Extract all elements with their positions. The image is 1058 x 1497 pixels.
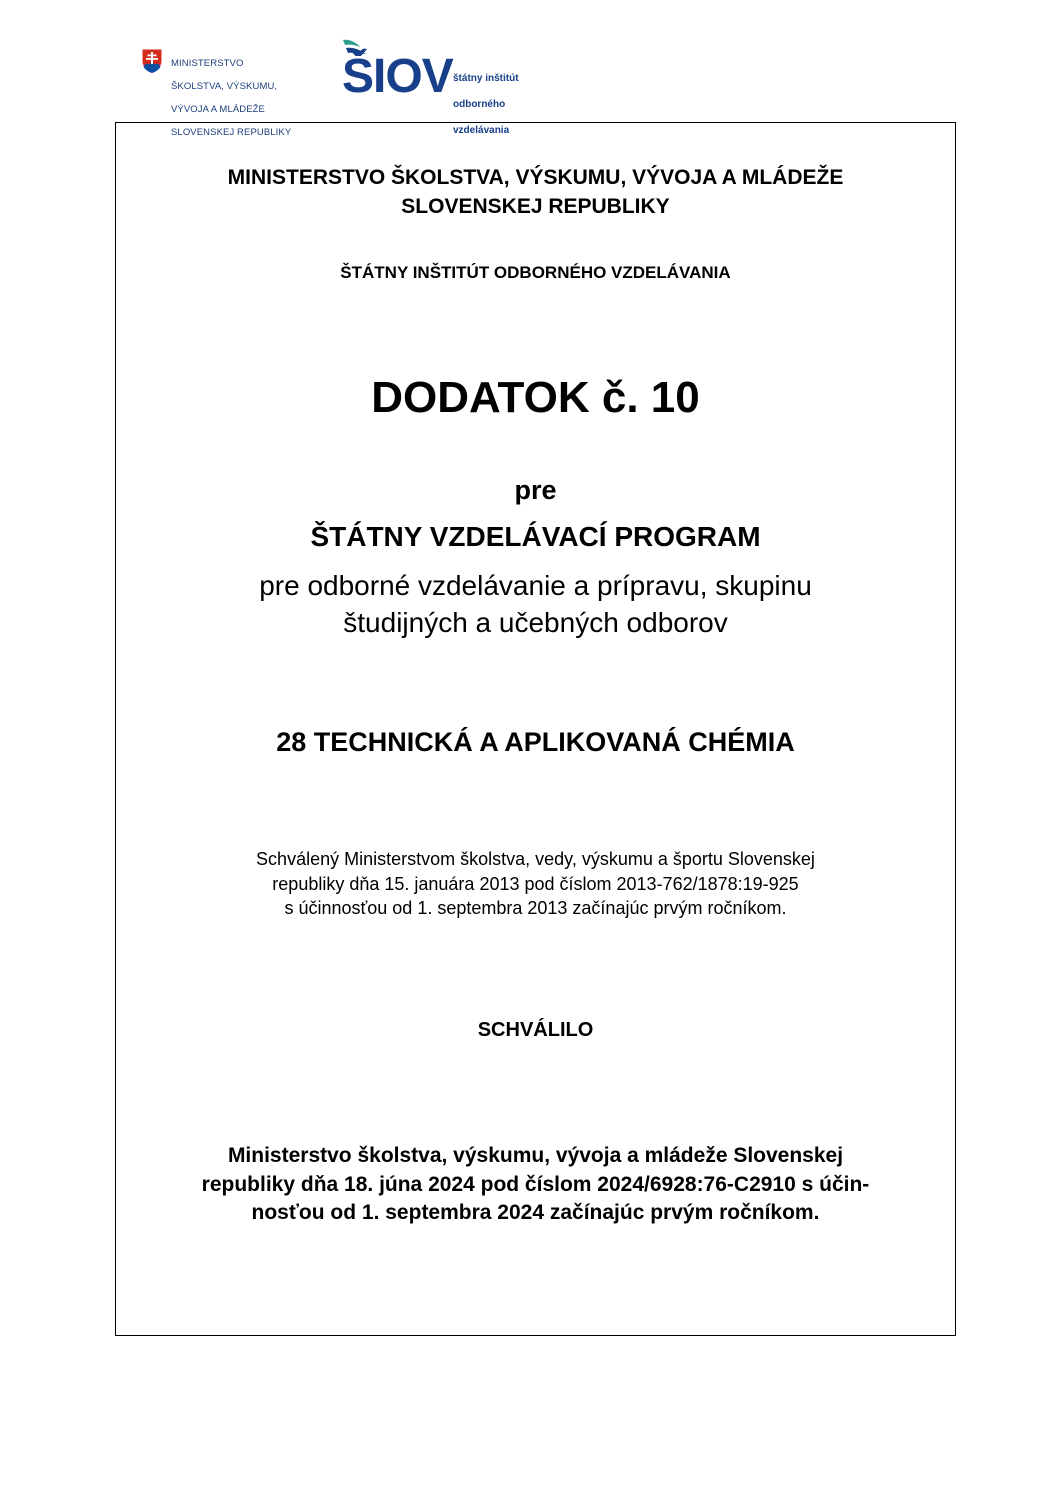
approved-label: SCHVÁLILO (477, 1019, 594, 1041)
original-approval-line: Schválený Ministerstvom školstva, vedy, výskumu a športu Slovenskej (256, 849, 815, 869)
new-approval-note (116, 1142, 955, 1228)
original-approval-note (116, 847, 955, 921)
siov-wordmark: ŠIOV (342, 50, 453, 103)
ministry-logo-line: VÝVOJA A MLÁDEŽE (171, 103, 265, 115)
ministry-logo-line: ŠKOLSTVA, VÝSKUMU, (171, 80, 278, 92)
siov-tagline-line: odborného (453, 99, 506, 110)
institute-heading: ŠTÁTNY INŠTITÚT ODBORNÉHO VZDELÁVANIA (340, 263, 731, 282)
new-approval-line: Ministerstvo školstva, výskumu, vývoja a mládeže Slovenskej (227, 1144, 844, 1167)
new-approval-line: republiky dňa 18. júna 2024 pod číslom 2024/6928:76-C2910 s účin- (201, 1172, 870, 1196)
siov-tagline-line: vzdelávania (453, 125, 510, 136)
program-description-line: pre odborné vzdelávanie a prípravu, skupinu (259, 570, 812, 601)
ministry-logo (141, 46, 301, 138)
ministry-heading-line: MINISTERSTVO ŠKOLSTVA, VÝSKUMU, VÝVOJA A MLÁDEŽE (227, 166, 844, 189)
program-title: ŠTÁTNY VZDELÁVACÍ PROGRAM (310, 521, 761, 552)
program-description (116, 567, 955, 641)
siov-logo (340, 38, 540, 136)
new-approval-line: nosťou od 1. septembra 2024 začínajúc prvým ročníkom. (251, 1201, 820, 1224)
ministry-heading (116, 163, 955, 221)
document-title: DODATOK č. 10 (371, 373, 700, 422)
pre-label: pre (514, 475, 557, 505)
ministry-logo-line: MINISTERSTVO (171, 57, 244, 69)
program-description-line: študijných a učebných odborov (343, 607, 728, 638)
siov-tagline-line: štátny inštitút (453, 73, 519, 84)
ministry-heading-line: SLOVENSKEJ REPUBLIKY (401, 195, 670, 218)
slovak-coat-of-arms-icon (141, 48, 163, 74)
document-frame (115, 122, 956, 1336)
field-title: 28 TECHNICKÁ A APLIKOVANÁ CHÉMIA (276, 727, 795, 757)
ministry-logo-line: SLOVENSKEJ REPUBLIKY (171, 126, 292, 138)
original-approval-line: republiky dňa 15. januára 2013 pod číslom 2013-762/1878:19-925 (272, 873, 799, 894)
original-approval-line: s účinnosťou od 1. septembra 2013 začínajúc prvým ročníkom. (284, 898, 787, 918)
